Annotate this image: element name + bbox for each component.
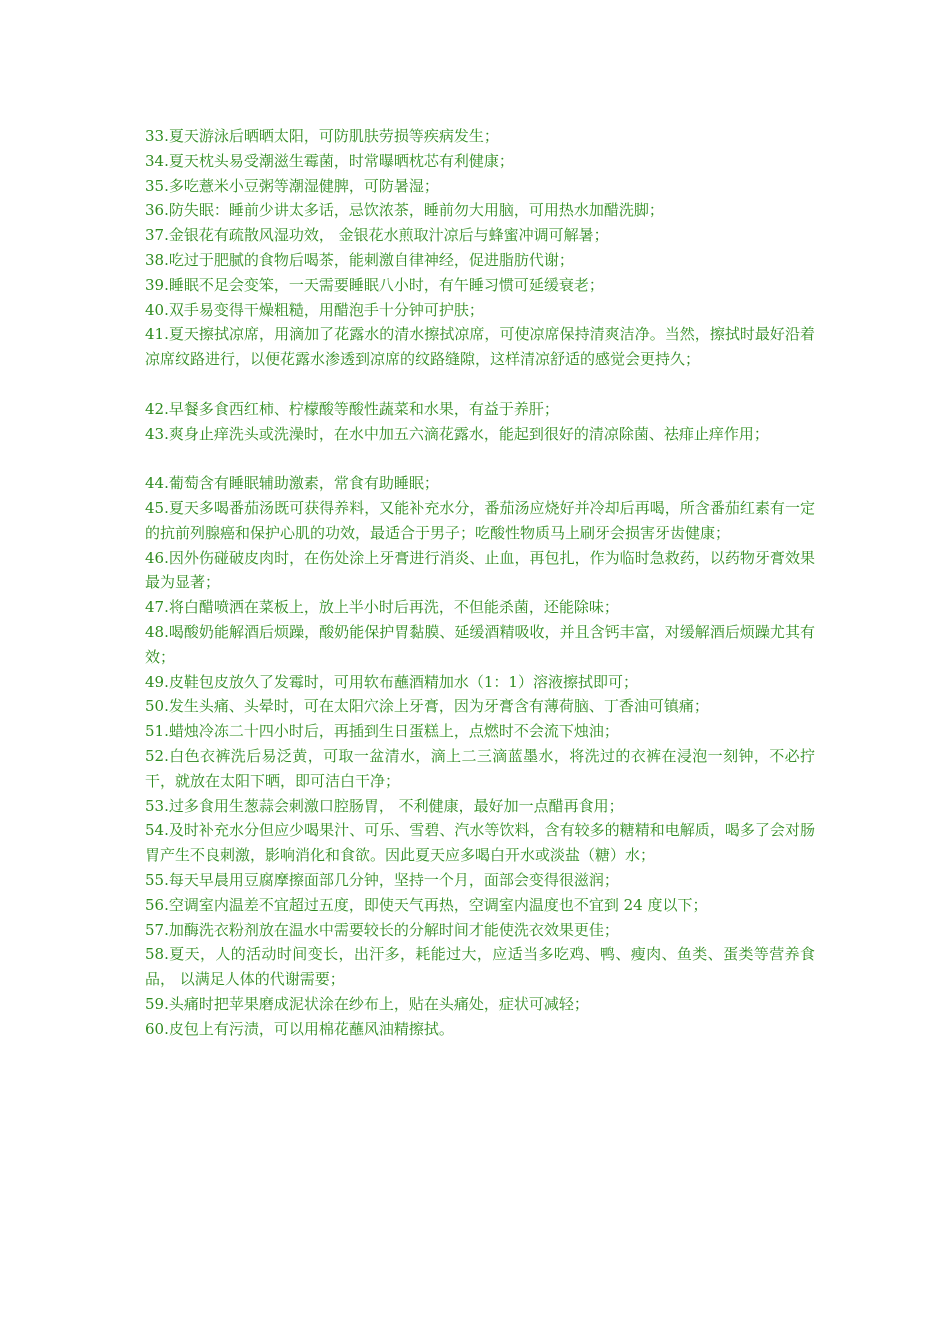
tip-paragraph: 44.葡萄含有睡眠辅助激素，常食有助睡眠； xyxy=(145,474,439,493)
tip-paragraph: 46.因外伤碰破皮肉时，在伤处涂上牙膏进行消炎、止血，再包扎，作为临时急救药，以药物牙膏效果最为显著； xyxy=(145,548,815,592)
tip-paragraph: 55.每天早晨用豆腐摩擦面部几分钟，坚持一个月，面部会变得很滋润； xyxy=(145,870,619,889)
tip-paragraph: 49.皮鞋包皮放久了发霉时，可用软布蘸酒精加水（1：1）溶液擦拭即可； xyxy=(145,672,638,691)
tip-paragraph: 43.爽身止痒洗头或洗澡时，在水中加五六滴花露水，能起到很好的清凉除菌、祛痱止痒作用； xyxy=(145,424,769,443)
tip-paragraph: 45.夏天多喝番茄汤既可获得养料，又能补充水分，番茄汤应烧好并冷却后再喝，所含番茄红素有一定的抗前列腺癌和保护心肌的功效，最适合于男子；吃酸性物质马上刷牙会损害牙齿健康； xyxy=(145,498,815,542)
tip-paragraph: 33.夏天游泳后晒晒太阳，可防肌肤劳损等疾病发生； xyxy=(145,127,499,145)
tip-paragraph: 36.防失眠：睡前少讲太多话，忌饮浓茶，睡前勿大用脑，可用热水加醋洗脚； xyxy=(145,201,664,220)
tip-paragraph: 53.过多食用生葱蒜会刺激口腔肠胃， 不利健康，最好加一点醋再食用； xyxy=(145,796,624,815)
tip-paragraph: 38.吃过于肥腻的食物后喝茶，能刺激自律神经，促进脂肪代谢； xyxy=(145,250,574,269)
tip-paragraph: 48.喝酸奶能解酒后烦躁，酸奶能保护胃黏膜、延缓酒精吸收，并且含钙丰富，对缓解酒后烦躁尤其有效； xyxy=(145,622,815,666)
tip-paragraph: 40.双手易变得干燥粗糙，用醋泡手十分钟可护肤； xyxy=(145,300,484,319)
tip-paragraph: 52.白色衣裤洗后易泛黄，可取一盆清水，滴上二三滴蓝墨水，将洗过的衣裤在浸泡一刻钟，不必拧干，就放在太阳下晒，即可洁白干净； xyxy=(145,746,815,790)
tip-paragraph: 60.皮包上有污渍，可以用棉花蘸风油精擦拭。 xyxy=(145,1019,454,1038)
tip-paragraph: 54.及时补充水分但应少喝果汁、可乐、雪碧、汽水等饮料，含有较多的糖精和电解质，喝多了会对肠胃产生不良刺激，影响消化和食欲。因此夏天应多喝白开水或淡盐（糖）水； xyxy=(145,821,815,865)
tip-paragraph: 57.加酶洗衣粉剂放在温水中需要较长的分解时间才能使洗衣效果更佳； xyxy=(145,920,619,939)
tip-paragraph: 34.夏天枕头易受潮滋生霉菌，时常曝晒枕芯有利健康； xyxy=(145,151,514,170)
tip-paragraph: 50.发生头痛、头晕时，可在太阳穴涂上牙膏，因为牙膏含有薄荷脑、丁香油可镇痛； xyxy=(145,697,709,716)
tip-paragraph: 47.将白醋喷洒在菜板上，放上半小时后再洗，不但能杀菌，还能除味； xyxy=(145,598,619,617)
tip-paragraph: 58.夏天，人的活动时间变长，出汗多，耗能过大，应适当多吃鸡、鸭、瘦肉、鱼类、蛋类等营养食品， 以满足人体的代谢需要； xyxy=(145,945,815,989)
tip-paragraph: 39.睡眠不足会变笨，一天需要睡眠八小时，有午睡习惯可延缓衰老； xyxy=(145,275,604,294)
tip-paragraph: 35.多吃薏米小豆粥等潮湿健脾，可防暑湿； xyxy=(145,176,439,195)
tip-paragraph: 51.蜡烛冷冻二十四小时后，再插到生日蛋糕上，点燃时不会流下烛油； xyxy=(145,722,619,741)
tip-paragraph: 59.头痛时把苹果磨成泥状涂在纱布上，贴在头痛处，症状可减轻； xyxy=(145,994,589,1013)
tip-paragraph: 41.夏天擦拭凉席，用滴加了花露水的清水擦拭凉席，可使凉席保持清爽洁净。当然，擦拭时最好沿着凉席纹路进行，以便花露水渗透到凉席的纹路缝隙，这样清凉舒适的感觉会更持久； xyxy=(145,325,815,369)
document-page xyxy=(145,124,815,1041)
tip-paragraph: 37.金银花有疏散风湿功效， 金银花水煎取汁凉后与蜂蜜冲调可解暑； xyxy=(145,226,609,245)
tip-paragraph: 56.空调室内温差不宜超过五度，即使天气再热，空调室内温度也不宜到 24 度以下； xyxy=(145,895,708,914)
tip-paragraph: 42.早餐多食西红柿、柠檬酸等酸性蔬菜和水果，有益于养肝； xyxy=(145,399,559,418)
